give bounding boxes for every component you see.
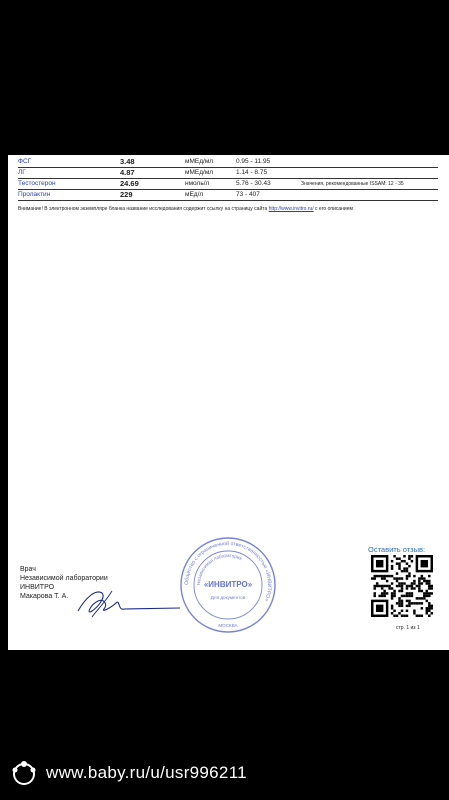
test-reference: 5.76 - 30.43: [236, 180, 271, 187]
signature: [68, 583, 183, 619]
table-row: [18, 179, 438, 190]
notice-before: Внимание! В электронном экземпляре бланка название исследования содержит ссылку на страницу сайта: [18, 206, 268, 212]
test-unit: нмоль/л: [185, 180, 210, 187]
doctor-company: ИНВИТРО: [20, 584, 55, 591]
table-row: [18, 157, 438, 168]
test-unit: мМЕд/мл: [185, 169, 214, 176]
test-note: Значения, рекомендованные ISSAM: 12 - 35: [301, 181, 404, 187]
doctor-name: Макарова Т. А.: [20, 593, 69, 600]
feedback-title[interactable]: Оставить отзыв:: [368, 545, 426, 554]
test-reference: 1.14 - 8.75: [236, 169, 268, 176]
test-name-link[interactable]: Тестостерон: [18, 180, 56, 187]
test-reference: 73 - 407: [236, 191, 260, 198]
doctor-lab: Независимой лаборатории: [20, 575, 108, 582]
stamp-center-text: «ИНВИТРО»: [203, 580, 253, 589]
invitro-link[interactable]: http://www.invitro.ru/: [268, 206, 314, 212]
table-row: [18, 168, 438, 179]
test-value: 4.87: [120, 168, 135, 177]
doctor-title: Врач: [20, 566, 36, 573]
watermark-text: www.baby.ru/u/usr996211: [46, 763, 247, 782]
notice-text: [18, 206, 448, 212]
results-table: [18, 157, 438, 201]
report-page: [8, 155, 449, 650]
stamp-city: МОСКВА: [218, 623, 238, 628]
page-number: стр. 1 из 1: [396, 625, 420, 631]
test-unit: мЕд/л: [185, 191, 204, 198]
stamp: [178, 535, 278, 635]
test-value: 3.48: [120, 157, 135, 166]
stamp-bottom-text: Для документов: [210, 595, 246, 600]
qr-code[interactable]: [371, 555, 433, 617]
table-row: [18, 190, 438, 201]
test-value: 229: [120, 190, 133, 199]
test-reference: 0.95 - 11.95: [236, 158, 271, 165]
watermark: [10, 760, 247, 786]
test-value: 24.69: [120, 179, 139, 188]
notice-after: с его описанием: [315, 206, 353, 212]
stamp-inner-text: Независимая лаборатория: [195, 552, 243, 586]
test-name-link[interactable]: ФСГ: [18, 158, 32, 165]
test-name-link[interactable]: Пролактин: [18, 191, 51, 198]
baby-ru-logo-icon: [10, 760, 38, 786]
test-unit: мМЕд/мл: [185, 158, 214, 165]
stamp-ring-text: Общество с ограниченной ответственностью «ИНВИТРО»: [183, 540, 273, 602]
test-name-link[interactable]: ЛГ: [18, 169, 26, 176]
